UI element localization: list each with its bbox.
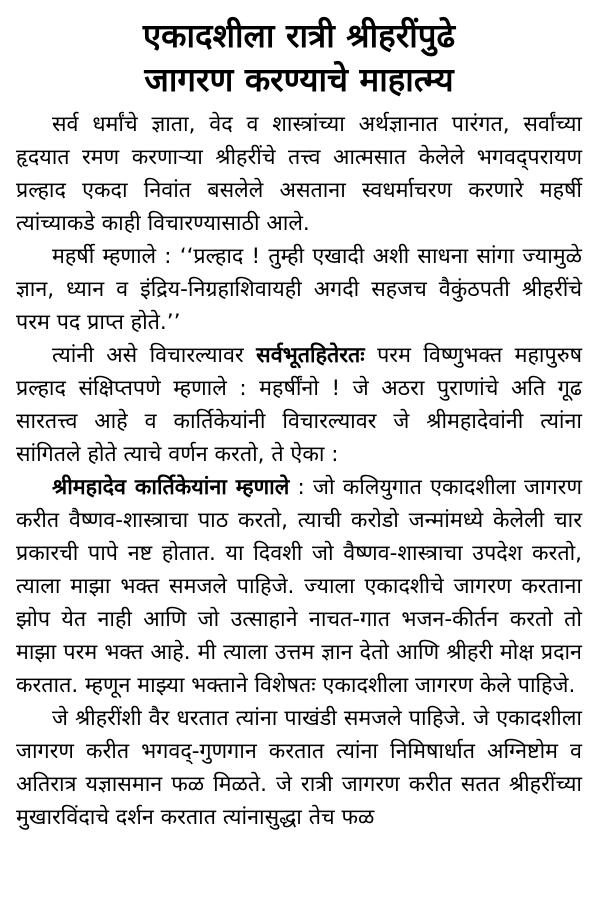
paragraph-5 (16, 702, 582, 834)
paragraph-4-bold-speaker: श्रीमहादेव कार्तिकेयांना म्हणाले (52, 475, 290, 500)
paragraph-4-text: : जो कलियुगात एकादशीला जागरण करीत वैष्णव-शास्त्राचा पाठ करतो, त्याची करोडो जन्मांमध्ये केलेली चार प्रकारची पापे नष्ट होतात. या दिवशी जो वैष्णव-शास्त्राचा उपदेश करतो, त्याला माझा भक्त समजले पाहिजे. ज्याला एकादशीचे जागरण करताना झोप येत नाही आणि जो उत्साहाने नाचत-गात भजन-कीर्तन करतो तो माझा परम भक्त आहे. मी त्याला उत्तम ज्ञान देतो आणि श्रीहरी मोक्ष प्रदान करतात. म्हणून माझ्या भक्ताने विशेषतः एकादशीला जागरण केले पाहिजे. (16, 475, 582, 698)
paragraph-1 (16, 108, 582, 240)
article-title-line-2: जागरण करण्याचे माहात्म्य (144, 60, 454, 99)
paragraph-2 (16, 240, 582, 339)
paragraph-5-text: जे श्रीहरींशी वैर धरतात त्यांना पाखंडी समजले पाहिजे. जे एकादशीला जागरण करीत भगवद्-गुणगान करतात त्यांना निमिषार्धात अग्निष्टोम व अतिरात्र यज्ञासमान फळ मिळते. जे रात्री जागरण करीत सतत श्रीहरींच्या मुखारविंदाचे दर्शन करतात त्यांनासुद्धा तेच फळ (16, 706, 582, 830)
paragraph-1-text: सर्व धर्मांचे ज्ञाता, वेद व शास्त्रांच्या अर्थज्ञानात पारंगत, सर्वांच्या हृदयात रमण करणाऱ्या श्रीहरींचे तत्त्व आत्मसात केलेले भगवद्परायण प्रल्हाद एकदा निवांत बसलेले असताना स्वधर्माचरण करणारे महर्षी त्यांच्याकडे काही विचारण्यासाठी आले. (16, 112, 582, 236)
paragraph-3 (16, 339, 582, 471)
paragraph-4 (16, 471, 582, 702)
paragraph-2-text: महर्षी म्हणाले : ‘‘प्रल्हाद ! तुम्ही एखादी अशी साधना सांगा ज्यामुळे ज्ञान, ध्यान व इंद्रिय-निग्रहाशिवायही अगदी सहजच वैकुंठपती श्रीहरींचे परम पद प्राप्त होते.’’ (16, 244, 582, 335)
paragraph-3-bold-term: सर्वभूतहितेरतः (256, 343, 365, 368)
article-title-line-1: एकादशीला रात्री श्रीहरींपुढे (142, 16, 456, 55)
paragraph-3-text-after: परम विष्णुभक्त महापुरुष प्रल्हाद संक्षिप्तपणे म्हणाले : महर्षींनो ! जे अठरा पुराणांचे अति गूढ सारतत्त्व आहे व कार्तिकेयांनी विचारल्यावर जे श्रीमहादेवांनी त्यांना सांगितले होते त्याचे वर्णन करतो, ते ऐका : (16, 343, 583, 467)
paragraph-3-text-before: त्यांनी असे विचारल्यावर (52, 343, 257, 368)
article-title (16, 14, 582, 102)
